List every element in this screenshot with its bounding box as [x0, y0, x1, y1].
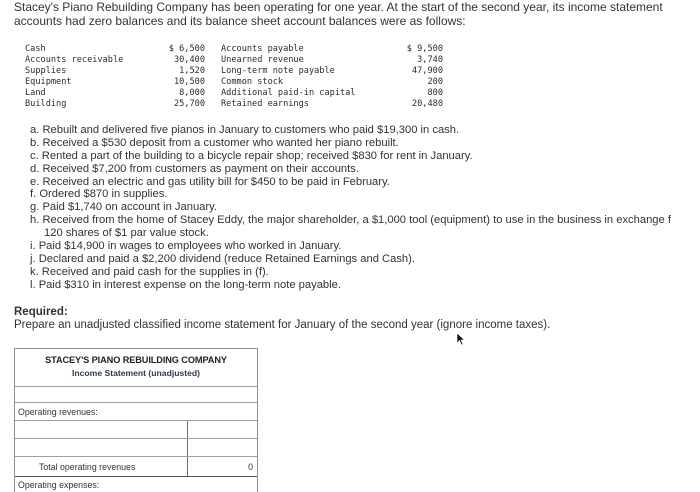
- total-operating-revenues-label: Total operating revenues: [39, 461, 136, 472]
- income-statement-form: [14, 348, 258, 492]
- statement-header: [15, 349, 257, 387]
- account-amount: 3,740: [417, 55, 443, 65]
- account-amount: $ 6,500: [168, 44, 205, 54]
- transaction-item: b. Received a $530 deposit from a customer who wanted her piano rebuilt.: [30, 136, 399, 149]
- account-amount: 30,400: [173, 55, 205, 65]
- required-text: Prepare an unadjusted classified income statement for January of the second year (ignore income taxes).: [14, 319, 551, 331]
- account-name: Land: [25, 88, 46, 98]
- transaction-item: e. Received an electric and gas utility bill for $450 to be paid in February.: [30, 175, 390, 188]
- left-account-amounts: [149, 44, 205, 110]
- account-name: Equipment: [25, 77, 72, 87]
- account-name: Retained earnings: [221, 99, 309, 109]
- transaction-item: a. Rebuilt and delivered five pianos in January to customers who paid $19,300 in cash.: [30, 124, 460, 136]
- mouse-cursor-icon: [456, 332, 466, 346]
- account-name: Common stock: [221, 77, 284, 87]
- transaction-item: i. Paid $14,900 in wages to employees who worked in January.: [30, 240, 342, 253]
- account-name: Accounts receivable: [25, 55, 124, 65]
- transaction-item: c. Rented a part of the building to a bicycle repair shop; received $830 for rent in January.: [30, 149, 473, 162]
- operating-expenses-header-row: [15, 477, 257, 492]
- transaction-item: d. Received $7,200 from customers as payment on their accounts.: [30, 162, 359, 175]
- account-name: Supplies: [25, 66, 67, 76]
- total-operating-revenues-row: [15, 457, 257, 477]
- transaction-item-continuation: 120 shares of $1 par value stock.: [44, 227, 209, 240]
- account-name: Accounts payable: [221, 44, 304, 54]
- transaction-item: h. Received from the home of Stacey Eddy, the major shareholder, a $1,000 tool (equipment) to use in the business in exchange f: [30, 214, 671, 227]
- account-amount: 1,520: [179, 66, 205, 76]
- account-amount: 25,700: [173, 99, 205, 109]
- revenue-amount-input[interactable]: [187, 421, 257, 438]
- right-account-amounts: [387, 44, 443, 110]
- account-amount: 20,480: [411, 99, 443, 109]
- operating-revenues-header-row: [15, 403, 257, 421]
- transaction-item: l. Paid $310 in interest expense on the long-term note payable.: [30, 278, 341, 291]
- transaction-item: g. Paid $1,740 on account in January.: [30, 201, 218, 214]
- right-account-names: [221, 44, 391, 110]
- account-amount: 8,000: [179, 88, 205, 98]
- transaction-item: k. Received and paid cash for the supplies in (f).: [30, 265, 269, 278]
- account-name: Cash: [25, 44, 46, 54]
- account-amount: 47,900: [411, 66, 443, 76]
- total-operating-revenues-cell: [187, 457, 257, 476]
- required-section: [14, 306, 550, 332]
- account-amount: 200: [427, 77, 443, 87]
- account-name: Additional paid-in capital: [221, 88, 356, 98]
- total-operating-revenues-value: 0: [248, 461, 253, 472]
- account-name: Long-term note payable: [221, 66, 335, 76]
- required-title: Required:: [14, 306, 68, 318]
- company-name: STACEY'S PIANO REBUILDING COMPANY: [45, 355, 227, 365]
- blank-row: [15, 387, 257, 403]
- statement-title: Income Statement (unadjusted): [72, 368, 200, 378]
- revenue-entry-row[interactable]: [15, 421, 257, 439]
- operating-expenses-label: Operating expenses:: [18, 480, 100, 490]
- problem-intro: Stacey's Piano Rebuilding Company has been operating for one year. At the start of the second year, its income statement accounts had zero balances and its balance sheet account balances were as follows:: [14, 0, 663, 28]
- revenue-account-input[interactable]: [15, 421, 187, 438]
- account-name: Unearned revenue: [221, 55, 304, 65]
- left-account-names: [25, 44, 145, 110]
- transaction-item: j. Declared and paid a $2,200 dividend (reduce Retained Earnings and Cash).: [30, 252, 415, 265]
- account-amount: 10,500: [173, 77, 205, 87]
- transactions-list: [30, 124, 700, 292]
- revenue-account-input[interactable]: [15, 439, 187, 456]
- account-amount: $ 9,500: [406, 44, 443, 54]
- operating-revenues-label: Operating revenues:: [18, 406, 98, 417]
- revenue-amount-input[interactable]: [187, 439, 257, 456]
- revenue-entry-row[interactable]: [15, 439, 257, 457]
- account-amount: 800: [427, 88, 443, 98]
- account-name: Building: [25, 99, 67, 109]
- transaction-item: f. Ordered $870 in supplies.: [30, 188, 168, 201]
